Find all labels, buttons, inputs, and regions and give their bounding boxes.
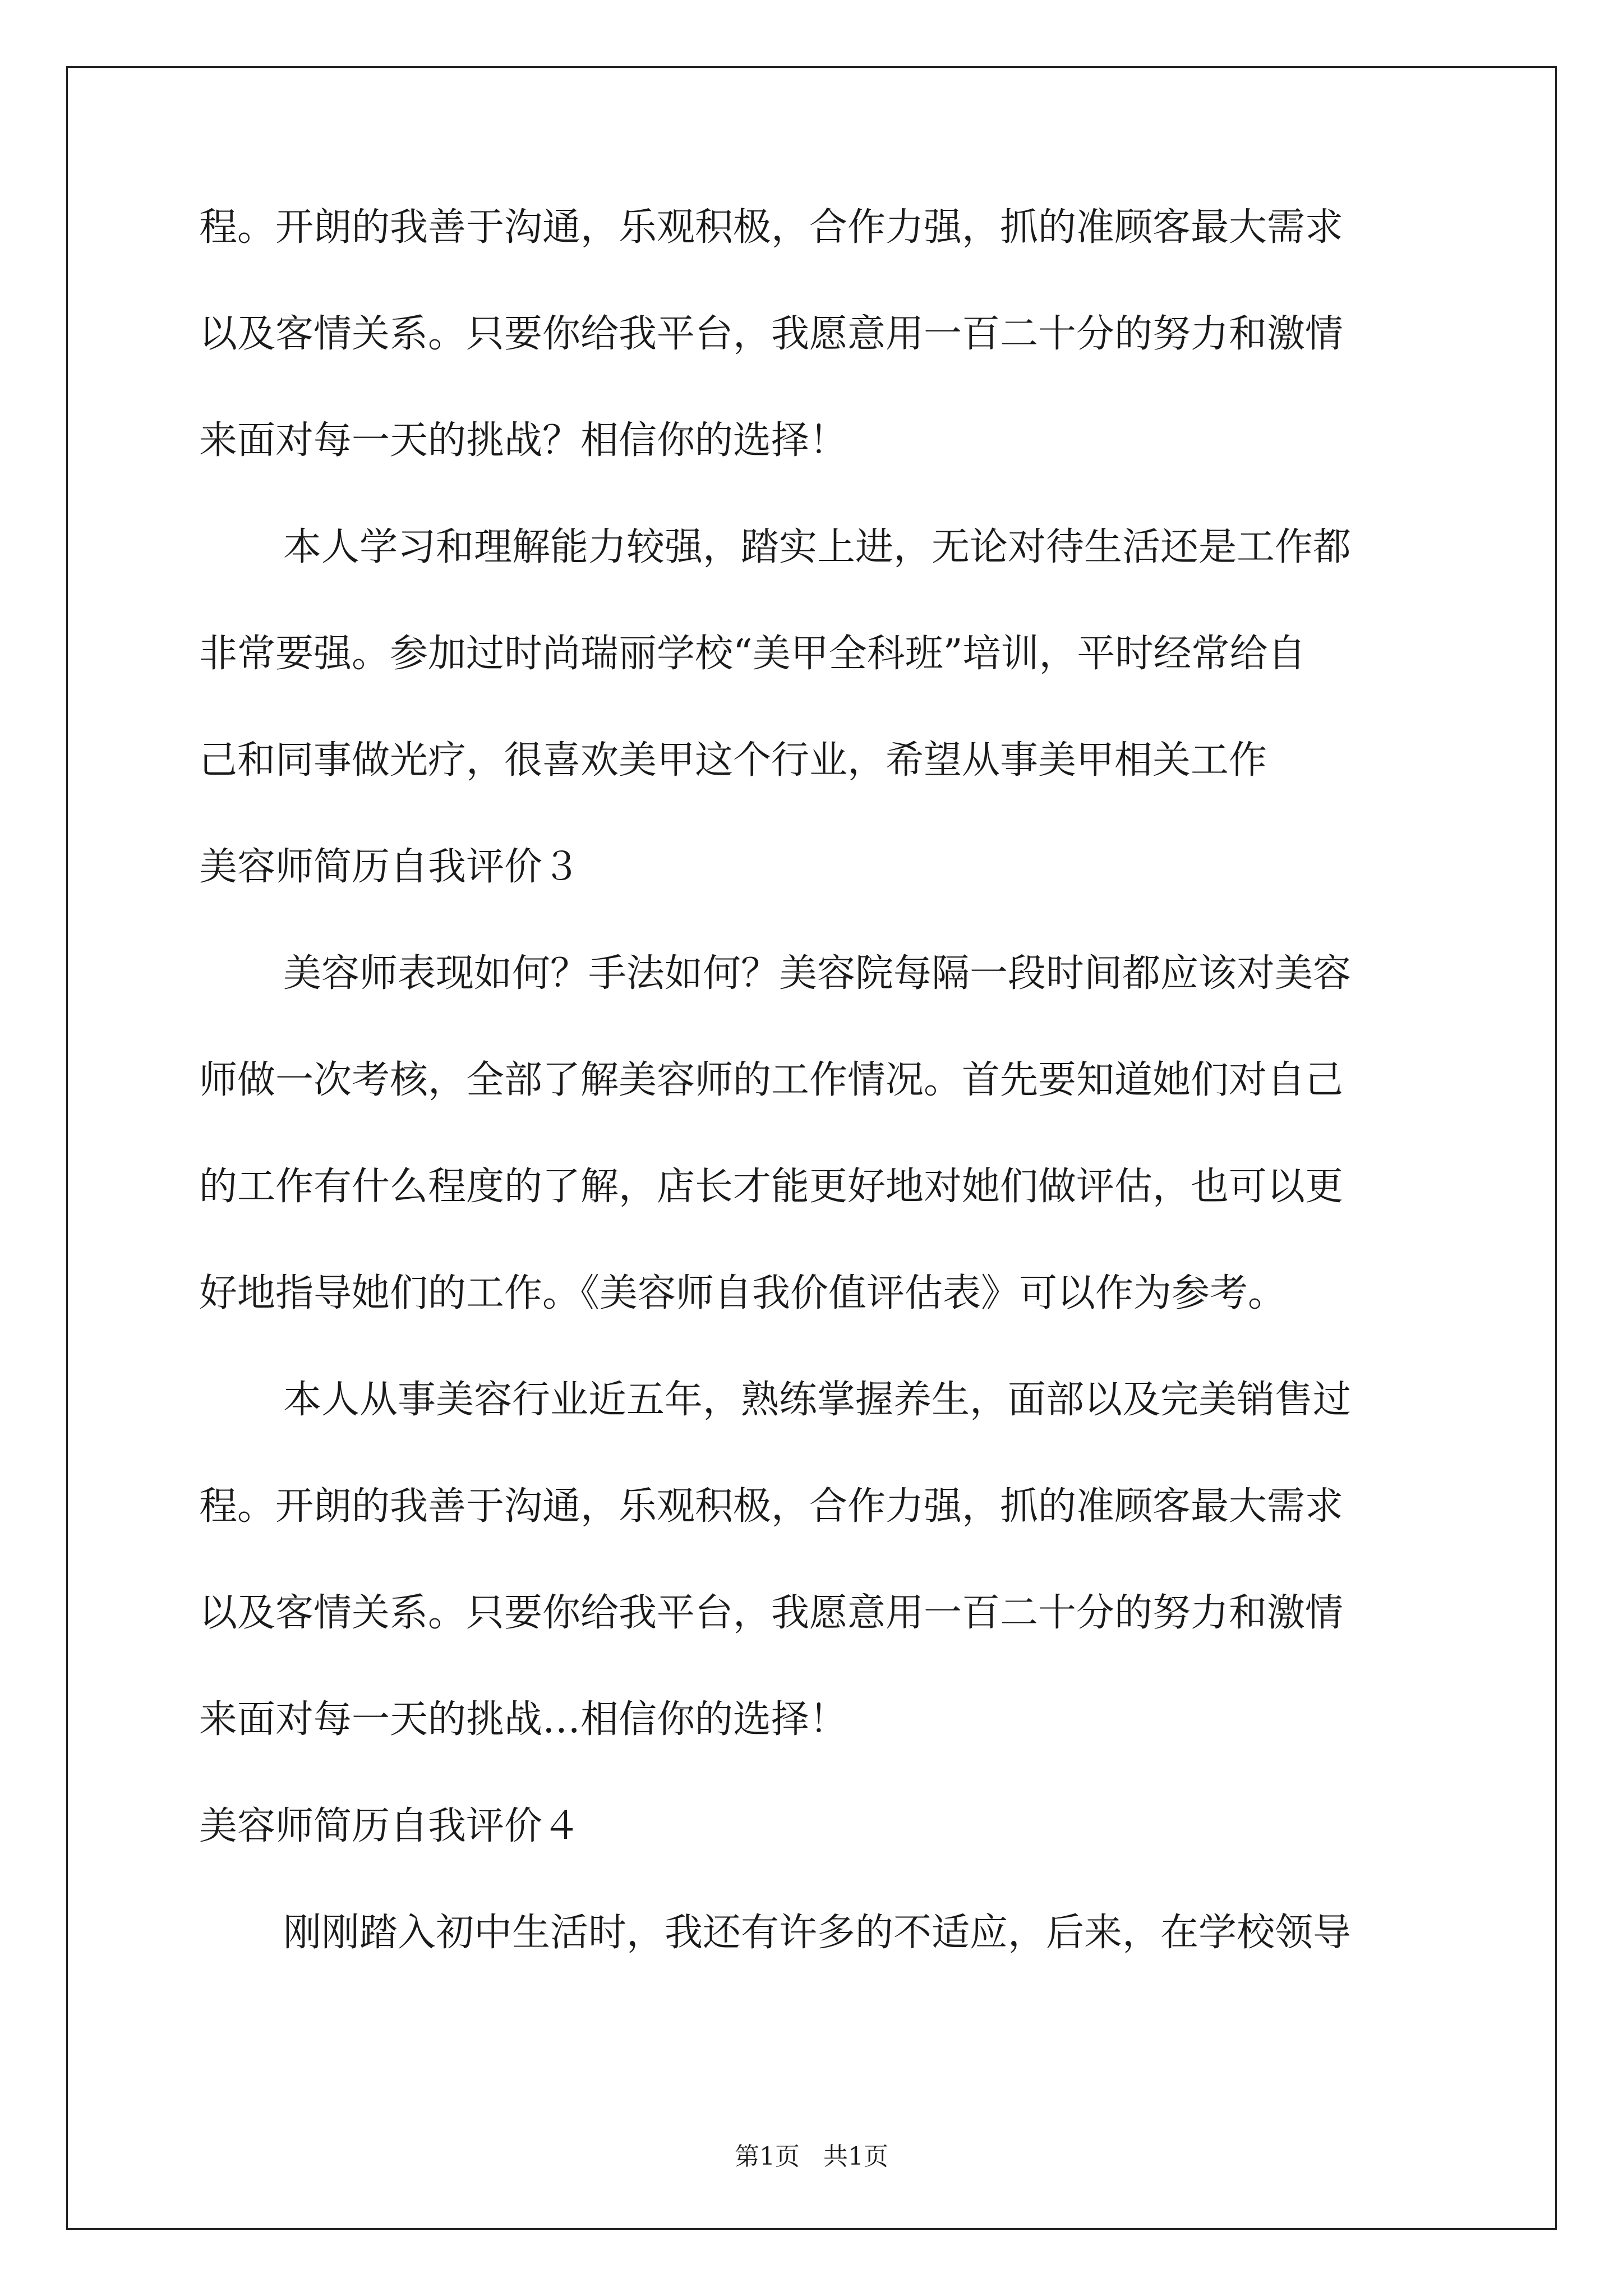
text-line: 师做一次考核，全部了解美容师的工作情况。首先要知道她们对自己 [199, 1058, 1344, 1102]
paragraph-start: 美容师表现如何？手法如何？美容院每隔一段时间都应该对美容 [283, 951, 1352, 996]
page-footer: 第1页 共1页 [735, 2142, 888, 2171]
page-border [66, 66, 1557, 2230]
text-line: 来面对每一天的挑战…相信你的选择！ [199, 1697, 848, 1742]
text-line: 非常要强。参加过时尚瑞丽学校“美甲全科班”培训，平时经常给自 [199, 632, 1306, 676]
text-line: 程。开朗的我善于沟通，乐观积极，合作力强，抓的准顾客最大需求 [199, 1484, 1344, 1529]
section-heading: 美容师简历自我评价３ [199, 845, 581, 889]
paragraph-start: 本人学习和理解能力较强，踏实上进，无论对待生活还是工作都 [283, 525, 1352, 569]
paragraph-start: 本人从事美容行业近五年，熟练掌握养生，面部以及完美销售过 [283, 1378, 1352, 1422]
text-line: 好地指导她们的工作。《美容师自我价值评估表》可以作为参考。 [199, 1271, 1287, 1315]
text-line: 的工作有什么程度的了解，店长才能更好地对她们做评估，也可以更 [199, 1165, 1344, 1209]
section-heading: 美容师简历自我评价４ [199, 1804, 581, 1848]
text-line: 以及客情关系。只要你给我平台，我愿意用一百二十分的努力和激情 [199, 1591, 1344, 1635]
text-line: 以及客情关系。只要你给我平台，我愿意用一百二十分的努力和激情 [199, 312, 1344, 356]
text-line: 程。开朗的我善于沟通，乐观积极，合作力强，抓的准顾客最大需求 [199, 205, 1344, 250]
text-line: 己和同事做光疗，很喜欢美甲这个行业，希望从事美甲相关工作 [199, 738, 1267, 783]
paragraph-start: 刚刚踏入初中生活时，我还有许多的不适应，后来，在学校领导 [283, 1911, 1352, 1955]
text-line: 来面对每一天的挑战？相信你的选择！ [199, 418, 848, 463]
